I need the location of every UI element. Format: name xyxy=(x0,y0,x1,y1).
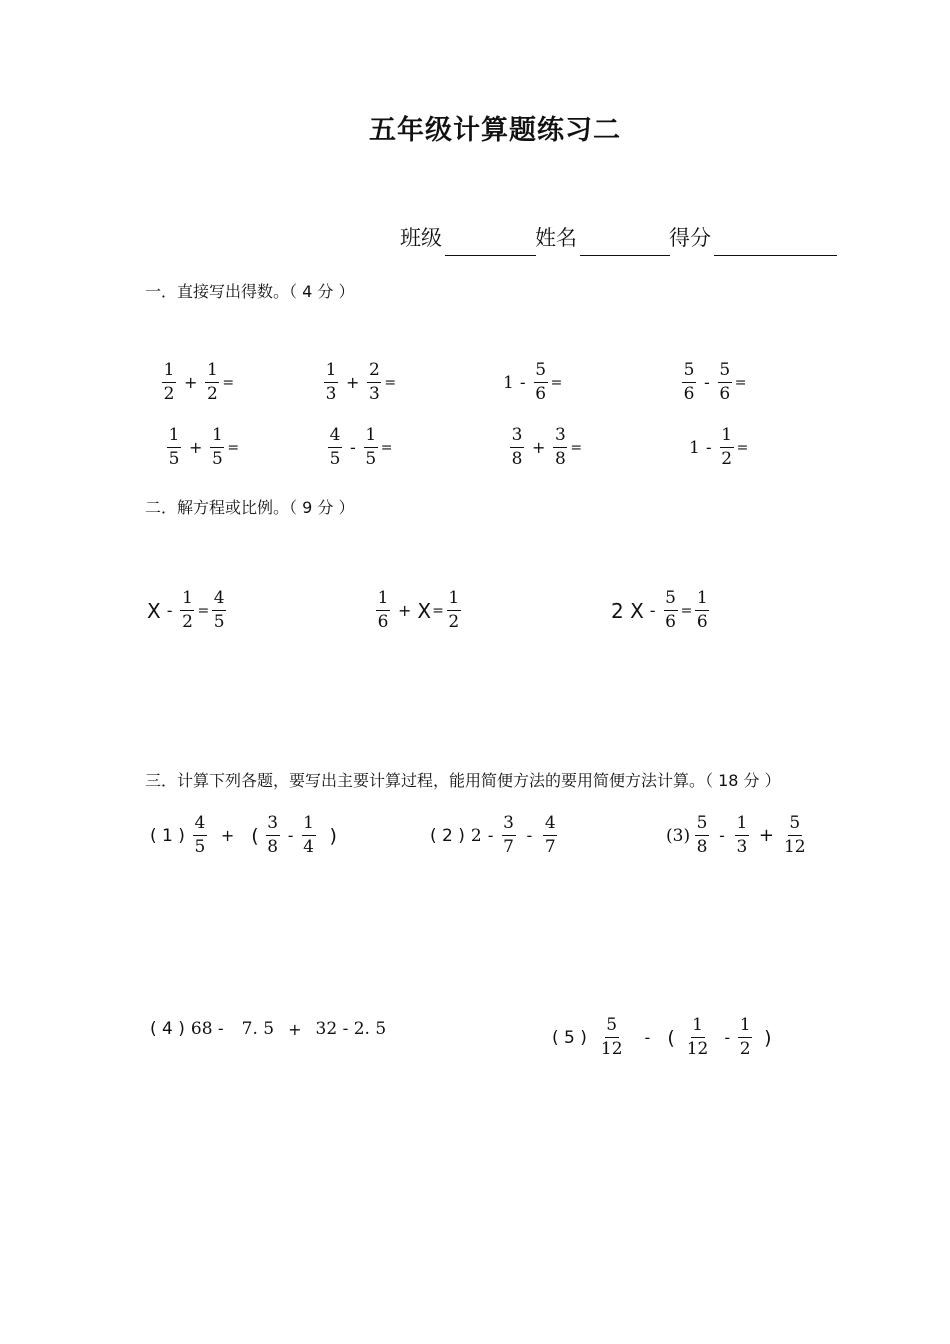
problem-1-5: $\frac{1}{5}$ + $\frac{1}{5}$ = xyxy=(168,425,240,469)
name-label: 姓名 xyxy=(535,226,577,250)
fraction: $\frac{1}{6}$ xyxy=(696,588,708,632)
name-blank[interactable] xyxy=(580,255,670,256)
fraction: $\frac{5}{6}$ xyxy=(719,360,731,404)
fraction: $\frac{5}{12}$ xyxy=(783,813,806,857)
fraction: $\frac{1}{6}$ xyxy=(377,588,389,632)
fraction: $\frac{3}{8}$ xyxy=(554,425,566,469)
fraction: $\frac{4}{5}$ xyxy=(194,813,206,857)
section-heading: 一．直接写出得数。（ 4 分 ） xyxy=(145,282,355,301)
problem-1-1: $\frac{1}{2}$ + $\frac{1}{2}$ = xyxy=(163,360,235,404)
section-heading: 二．解方程或比例。（ 9 分 ） xyxy=(145,498,355,517)
problem-1-7: $\frac{3}{8}$ + $\frac{3}{8}$ = xyxy=(511,425,583,469)
calc-problem-3: (3) $\frac{5}{8}$ - $\frac{1}{3}$ + $\frac{5}{12}$ xyxy=(666,813,806,857)
fraction: $\frac{1}{2}$ xyxy=(721,425,733,469)
fraction: $\frac{5}{6}$ xyxy=(683,360,695,404)
fraction: $\frac{1}{2}$ xyxy=(182,588,193,632)
problem-1-3: 1 - $\frac{5}{6}$ = xyxy=(503,360,563,404)
fraction: $\frac{3}{8}$ xyxy=(511,425,523,469)
page-title: 五年级计算题练习二 xyxy=(369,115,621,146)
fraction: $\frac{5}{8}$ xyxy=(696,813,708,857)
fraction: $\frac{1}{5}$ xyxy=(211,425,223,469)
problem-1-4: $\frac{5}{6}$ - $\frac{5}{6}$ = xyxy=(683,360,747,404)
equation-3: 2 X - $\frac{5}{6}$ = $\frac{1}{6}$ xyxy=(611,588,708,632)
fraction: $\frac{3}{8}$ xyxy=(267,813,279,857)
fraction: $\frac{5}{6}$ xyxy=(535,360,547,404)
class-blank[interactable] xyxy=(445,255,536,256)
fraction: $\frac{1}{5}$ xyxy=(365,425,377,469)
problem-1-2: $\frac{1}{3}$ + $\frac{2}{3}$ = xyxy=(325,360,397,404)
problem-1-6: $\frac{4}{5}$ - $\frac{1}{5}$ = xyxy=(329,425,393,469)
calc-problem-4: ( 4 ) 68 - 7. 5 + 32 - 2. 5 xyxy=(150,1019,387,1039)
fraction: $\frac{4}{5}$ xyxy=(329,425,341,469)
fraction: $\frac{1}{3}$ xyxy=(325,360,337,404)
section-heading: 三．计算下列各题，要写出主要计算过程，能用简便方法的要用简便方法计算。（ 18 分 ） xyxy=(145,771,781,790)
fraction: $\frac{2}{3}$ xyxy=(368,360,380,404)
fraction: $\frac{1}{3}$ xyxy=(736,813,748,857)
fraction: $\frac{1}{2}$ xyxy=(206,360,218,404)
class-label: 班级 xyxy=(400,226,442,250)
fraction: $\frac{1}{5}$ xyxy=(168,425,180,469)
score-label: 得分 xyxy=(669,226,711,250)
calc-problem-1: ( 1 ) $\frac{4}{5}$ + ( $\frac{3}{8}$ - $\frac{1}{4}$ ) xyxy=(150,813,337,857)
fraction: $\frac{3}{7}$ xyxy=(503,813,514,857)
fraction: $\frac{5}{6}$ xyxy=(665,588,676,632)
score-blank[interactable] xyxy=(714,255,837,256)
fraction: $\frac{1}{2}$ xyxy=(163,360,175,404)
calc-problem-2: ( 2 ) 2 - $\frac{3}{7}$ - $\frac{4}{7}$ xyxy=(430,813,556,857)
fraction: $\frac{1}{12}$ xyxy=(686,1015,709,1059)
equation-2: $\frac{1}{6}$ + X = $\frac{1}{2}$ xyxy=(377,588,460,632)
fraction: $\frac{4}{7}$ xyxy=(544,813,556,857)
equation-1: X - $\frac{1}{2}$ = $\frac{4}{5}$ xyxy=(147,588,225,632)
problem-1-8: 1 - $\frac{1}{2}$ = xyxy=(689,425,749,469)
fraction: $\frac{1}{2}$ xyxy=(739,1015,751,1059)
fraction: $\frac{4}{5}$ xyxy=(213,588,225,632)
fraction: $\frac{1}{4}$ xyxy=(303,813,314,857)
fraction: $\frac{5}{12}$ xyxy=(600,1015,623,1059)
fraction: $\frac{1}{2}$ xyxy=(448,588,460,632)
calc-problem-5: ( 5 ) $\frac{5}{12}$ - ( $\frac{1}{12}$ - $\frac{1}{2}$ ) xyxy=(552,1015,772,1059)
